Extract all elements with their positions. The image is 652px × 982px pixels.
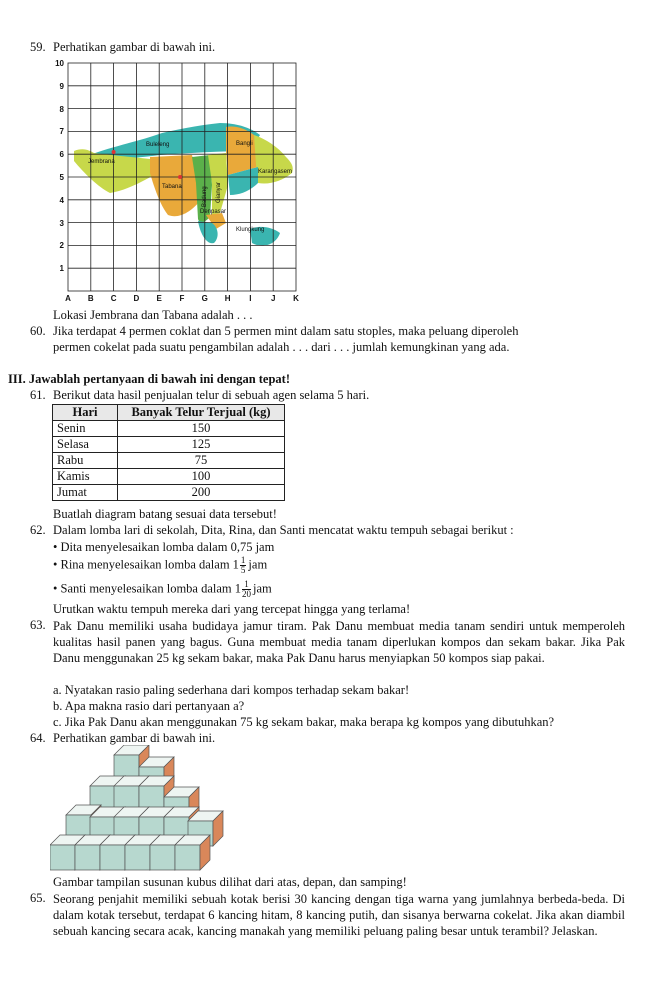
table-row bbox=[53, 421, 285, 437]
q63-b: b. Apa makna rasio dari pertanyaan a? bbox=[53, 699, 245, 713]
rina-text: • Rina menyelesaikan lomba dalam 1 bbox=[53, 557, 239, 572]
rina-unit: jam bbox=[248, 557, 268, 572]
label-tabanan: Tabana bbox=[162, 184, 182, 190]
y-tick: 10 bbox=[55, 59, 64, 68]
fraction-numerator: 1 bbox=[242, 580, 251, 590]
table-row bbox=[53, 469, 285, 485]
y-tick: 5 bbox=[59, 173, 64, 182]
santi-text: • Santi menyelesaikan lomba dalam 1 bbox=[53, 581, 242, 596]
section-title: III. Jawablah pertanyaan di bawah ini dengan tepat! bbox=[8, 372, 291, 386]
table-cell-day: Selasa bbox=[53, 437, 118, 453]
x-tick: D bbox=[133, 294, 140, 303]
x-tick: H bbox=[224, 294, 231, 303]
x-tick: B bbox=[87, 294, 94, 303]
q59-text: Perhatikan gambar di bawah ini. bbox=[53, 40, 216, 54]
q64-caption: Gambar tampilan susunan kubus dilihat dari atas, depan, dan samping! bbox=[53, 875, 407, 889]
q60-line2: permen cokelat pada suatu pengambilan adalah . . . dari . . . jumlah kemungkinan yang ada. bbox=[53, 340, 510, 354]
bali-map bbox=[50, 55, 320, 305]
label-jembrana: Jembrana bbox=[88, 159, 115, 165]
cube bbox=[175, 835, 210, 870]
q63-c: c. Jika Pak Danu akan menggunakan 75 kg sekam bakar, maka berapa kg kompos yang dibutuhkan? bbox=[53, 715, 555, 729]
q59-caption: Lokasi Jembrana dan Tabana adalah . . . bbox=[53, 308, 253, 322]
q59-number: 59. bbox=[30, 40, 46, 54]
fraction-denominator: 20 bbox=[242, 589, 252, 599]
q65-number: 65. bbox=[30, 891, 46, 905]
label-karangasem: Karangasem bbox=[258, 169, 293, 175]
x-tick: J bbox=[270, 294, 276, 303]
map-y-ticks bbox=[55, 59, 64, 273]
label-bangli: Bangli bbox=[236, 141, 253, 147]
table-cell-day: Jumat bbox=[53, 485, 118, 501]
x-tick: I bbox=[249, 294, 252, 303]
q61-number: 61. bbox=[30, 388, 46, 402]
jembrana-dot bbox=[112, 150, 116, 154]
egg-sales-table bbox=[52, 404, 285, 501]
table-cell-day: Kamis bbox=[53, 469, 118, 485]
x-tick: E bbox=[156, 294, 162, 303]
q61-after: Buatlah diagram batang sesuai data tersebut! bbox=[53, 507, 277, 521]
q62-number: 62. bbox=[30, 523, 46, 537]
label-gianyar: Gianyar bbox=[216, 181, 222, 203]
table-header-day: Hari bbox=[53, 405, 118, 421]
q62-bullet-dita: • Dita menyelesaikan lomba dalam 0,75 jam bbox=[53, 540, 275, 554]
table-row bbox=[53, 453, 285, 469]
label-denpasar: Denpasar bbox=[200, 209, 227, 215]
q60-line1: Jika terdapat 4 permen coklat dan 5 permen mint dalam satu stoples, maka peluang diperoleh bbox=[53, 324, 519, 338]
q62-closing: Urutkan waktu tempuh mereka dari yang tercepat hingga yang terlama! bbox=[53, 602, 411, 616]
label-badung: Badung bbox=[202, 186, 208, 207]
table-cell-value: 125 bbox=[118, 437, 285, 453]
y-tick: 7 bbox=[59, 127, 64, 136]
table-header-value: Banyak Telur Terjual (kg) bbox=[118, 405, 285, 421]
label-buleleng: Buleleng bbox=[146, 142, 170, 148]
y-tick: 1 bbox=[59, 264, 64, 273]
y-tick: 3 bbox=[59, 219, 64, 228]
q63-text: Pak Danu memiliki usaha budidaya jamur tiram. Pak Danu membuat media tanam sendiri untuk memperoleh kualitas hasil panen yang bagus. Guna membuat media tanam diperlukan kompos dan sekam bakar. Jika Pak Danu menggunakan 25 kg sekam bakar, maka Pak Danu harus menyiapkan 50 kompos siap pakai. bbox=[53, 619, 625, 665]
q65-text: Seorang penjahit memiliki sebuah kotak berisi 30 kancing dengan tiga warna yang jumlahnya berbeda-beda. Di dalam kotak tersebut, terdapat 6 kancing hitam, 8 kancing putih, dan sisanya berwarna cokelat. Jika akan diambil sebuah kancing secara acak, kancing manakah yang memiliki peluang paling besar untuk terambil? Jelaskan. bbox=[53, 892, 625, 938]
y-tick: 9 bbox=[59, 82, 64, 91]
table-header-row bbox=[53, 405, 285, 421]
q62-bullet-rina bbox=[53, 556, 267, 575]
x-tick: C bbox=[110, 294, 117, 303]
x-tick: K bbox=[293, 294, 299, 303]
q62-text: Dalam lomba lari di sekolah, Dita, Rina, dan Santi mencatat waktu tempuh sebagai berikut : bbox=[53, 523, 514, 537]
table-cell-value: 200 bbox=[118, 485, 285, 501]
tabanan-dot bbox=[178, 175, 182, 179]
y-tick: 2 bbox=[59, 241, 64, 250]
y-tick: 8 bbox=[59, 105, 64, 114]
x-tick: A bbox=[65, 294, 71, 303]
q62-bullet-santi bbox=[53, 580, 272, 599]
fraction bbox=[240, 556, 247, 575]
y-tick: 4 bbox=[59, 196, 64, 205]
q60-number: 60. bbox=[30, 324, 46, 338]
q64-text: Perhatikan gambar di bawah ini. bbox=[53, 731, 216, 745]
y-tick: 6 bbox=[59, 150, 64, 159]
q63-a: a. Nyatakan rasio paling sederhana dari kompos terhadap sekam bakar! bbox=[53, 683, 410, 697]
table-cell-value: 100 bbox=[118, 469, 285, 485]
x-tick: F bbox=[179, 294, 185, 303]
table-cell-value: 150 bbox=[118, 421, 285, 437]
table-cell-day: Senin bbox=[53, 421, 118, 437]
q61-text: Berikut data hasil penjualan telur di sebuah agen selama 5 hari. bbox=[53, 388, 370, 402]
table-cell-value: 75 bbox=[118, 453, 285, 469]
x-tick: G bbox=[201, 294, 208, 303]
table-row bbox=[53, 437, 285, 453]
q63-number: 63. bbox=[30, 618, 46, 632]
label-klungkung: Klungkung bbox=[236, 227, 265, 233]
santi-unit: jam bbox=[253, 581, 272, 596]
table-cell-day: Rabu bbox=[53, 453, 118, 469]
fraction-numerator: 1 bbox=[240, 555, 246, 565]
fraction-denominator: 5 bbox=[240, 565, 246, 575]
map-x-ticks bbox=[65, 294, 299, 303]
table-row bbox=[53, 485, 285, 501]
fraction bbox=[242, 580, 251, 599]
q64-number: 64. bbox=[30, 731, 46, 745]
cube-stack bbox=[50, 745, 230, 873]
